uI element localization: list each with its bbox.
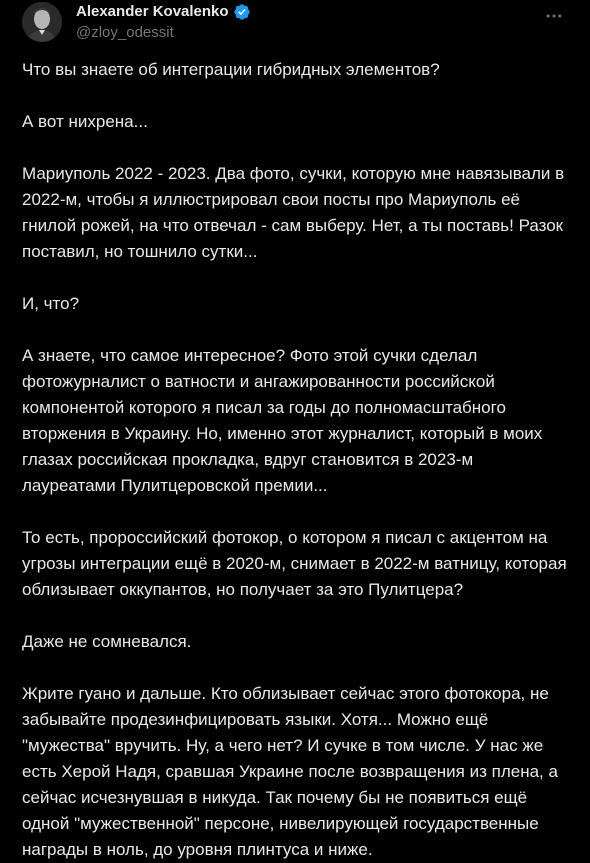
tweet-paragraph: Жрите гуано и дальше. Кто облизывает сейчас этого фотокора, не забывайте продезинфицировать языки. Хотя... Можно ещё "мужества" вручить. Ну, а чего нет? И сучке в том числе. У нас же есть Херой Надя, сравшая Украине после возвращения из плена, а сейчас исчезнувшая в никуда. Так почему бы не появиться ещё одной "мужественной" персоне, нивелирующей государственные награды в ноль, до уровня плинтуса и ниже. (22, 684, 558, 859)
author-names (76, 3, 251, 43)
tweet-paragraph: Что вы знаете об интеграции гибридных элементов? (22, 60, 440, 79)
tweet-paragraph: А вот нихрена... (22, 112, 148, 131)
tweet-paragraph: И, что? (22, 294, 80, 313)
display-name[interactable]: Alexander Kovalenko (76, 3, 229, 20)
more-options-icon[interactable] (542, 4, 566, 28)
tweet-text (16, 57, 574, 863)
avatar-photo-icon (22, 2, 62, 42)
tweet-paragraph: То есть, пророссийский фотокор, о котором я писал с акцентом на угрозы интеграции ещё в 2020-м, снимает в 2022-м ватницу, которая облизывает оккупантов, но получает за это Пулитцера? (22, 528, 567, 599)
tweet-header (16, 0, 574, 50)
tweet-paragraph: Даже не сомневался. (22, 632, 192, 651)
tweet-paragraph: А знаете, что самое интересное? Фото этой сучки сделал фотожурналист о ватности и ангажированности российской компонентой которого я писал за годы до полномасштабного вторжения в Украину. Но, именно этот журналист, который в моих глазах российская прокладка, вдруг становится в 2023-м лауреатами Пулитцеровской премии... (22, 346, 543, 495)
tweet-paragraph: Мариуполь 2022 - 2023. Два фото, сучки, которую мне навязывали в 2022-м, чтобы я иллюстрировал свои посты про Мариуполь её гнилой рожей, на что отвечал - сам выберу. Нет, а ты поставь! Разок поставил, но тошнило сутки... (22, 164, 565, 261)
author-handle[interactable]: @zloy_odessit (76, 24, 174, 41)
avatar[interactable] (22, 2, 62, 42)
name-row (76, 3, 251, 21)
verified-badge-icon[interactable] (233, 3, 251, 21)
